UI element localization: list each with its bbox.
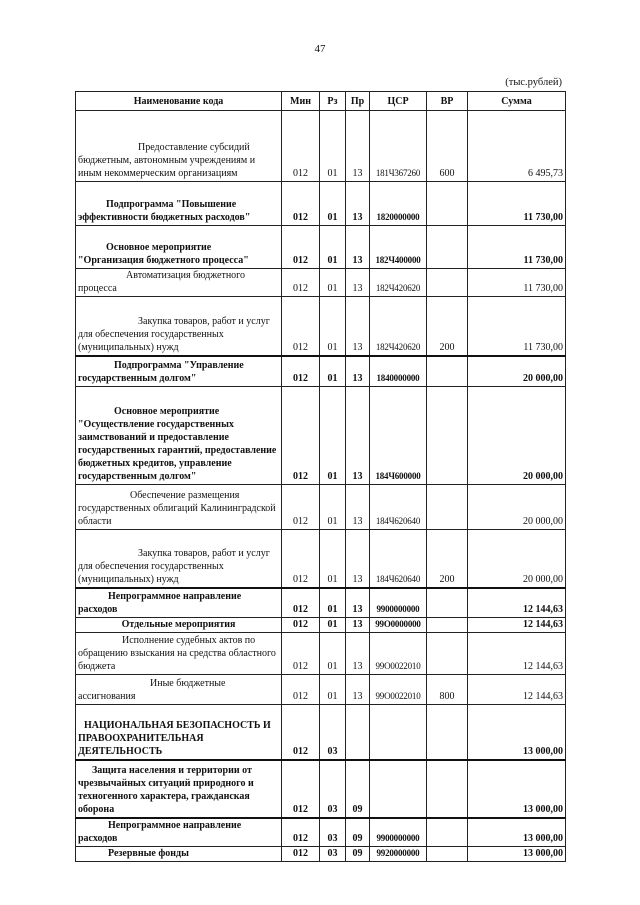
- row-csr: 99О0022010: [370, 675, 427, 705]
- row-sum: 11 730,00: [468, 226, 566, 269]
- table-row: [76, 760, 566, 818]
- row-name: Основное мероприятие "Осуществление государственных заимствований и предоставление государственных гарантий, предоставление бюджетных кредитов, управление государственным долгом": [76, 387, 282, 485]
- row-min: 012: [282, 760, 320, 818]
- row-sum: 20 000,00: [468, 485, 566, 530]
- row-csr: 1820000000: [370, 182, 427, 226]
- row-csr: 99О0022010: [370, 633, 427, 675]
- row-rz: 01: [320, 675, 346, 705]
- row-csr: 9920000000: [370, 847, 427, 862]
- row-rz: 01: [320, 633, 346, 675]
- row-min: 012: [282, 588, 320, 618]
- row-min: 012: [282, 111, 320, 182]
- row-name: Закупка товаров, работ и услуг для обеспечения государственных (муниципальных) нужд: [76, 297, 282, 356]
- row-min: 012: [282, 705, 320, 760]
- table-row: [76, 847, 566, 862]
- row-pr: 13: [346, 182, 370, 226]
- row-sum: 12 144,63: [468, 675, 566, 705]
- row-sum: 12 144,63: [468, 633, 566, 675]
- row-rz: 01: [320, 530, 346, 588]
- table-row: [76, 111, 566, 182]
- row-min: 012: [282, 633, 320, 675]
- row-vr: [427, 818, 468, 847]
- row-sum: 11 730,00: [468, 269, 566, 297]
- row-rz: 01: [320, 297, 346, 356]
- row-csr: 184Ч600000: [370, 387, 427, 485]
- row-pr: 13: [346, 226, 370, 269]
- row-min: 012: [282, 356, 320, 387]
- row-name: Отдельные мероприятия: [76, 618, 282, 633]
- row-csr: [370, 760, 427, 818]
- row-rz: 01: [320, 111, 346, 182]
- row-min: 012: [282, 818, 320, 847]
- row-pr: 13: [346, 387, 370, 485]
- row-csr: 182Ч420620: [370, 297, 427, 356]
- row-sum: 12 144,63: [468, 618, 566, 633]
- table-row: [76, 530, 566, 588]
- row-vr: [427, 182, 468, 226]
- row-min: 012: [282, 269, 320, 297]
- row-vr: 200: [427, 530, 468, 588]
- row-sum: 11 730,00: [468, 297, 566, 356]
- row-pr: 13: [346, 633, 370, 675]
- row-csr: 1840000000: [370, 356, 427, 387]
- row-vr: 600: [427, 111, 468, 182]
- row-name: Резервные фонды: [76, 847, 282, 862]
- row-rz: 01: [320, 356, 346, 387]
- row-csr: 182Ч420620: [370, 269, 427, 297]
- row-vr: [427, 847, 468, 862]
- table-row: [76, 818, 566, 847]
- row-csr: 181Ч367260: [370, 111, 427, 182]
- table-row: [76, 182, 566, 226]
- row-csr: [370, 705, 427, 760]
- row-sum: 20 000,00: [468, 530, 566, 588]
- row-vr: [427, 485, 468, 530]
- row-min: 012: [282, 618, 320, 633]
- row-rz: 01: [320, 269, 346, 297]
- row-vr: 200: [427, 297, 468, 356]
- row-name: Основное мероприятие "Организация бюджетного процесса": [76, 226, 282, 269]
- row-rz: 03: [320, 705, 346, 760]
- header-sum: Сумма: [468, 92, 566, 111]
- row-name: Обеспечение размещения государственных облигаций Калининградской области: [76, 485, 282, 530]
- row-rz: 01: [320, 387, 346, 485]
- row-name: НАЦИОНАЛЬНАЯ БЕЗОПАСНОСТЬ И ПРАВООХРАНИТЕЛЬНАЯ ДЕЯТЕЛЬНОСТЬ: [76, 705, 282, 760]
- table-row: [76, 618, 566, 633]
- row-min: 012: [282, 530, 320, 588]
- row-vr: [427, 760, 468, 818]
- table-row: [76, 485, 566, 530]
- table-row: [76, 269, 566, 297]
- row-sum: 13 000,00: [468, 705, 566, 760]
- units-label: (тыс.рублей): [505, 77, 562, 88]
- table-row: [76, 588, 566, 618]
- row-pr: [346, 705, 370, 760]
- table-row: [76, 226, 566, 269]
- header-pr: Пр: [346, 92, 370, 111]
- table-row: [76, 633, 566, 675]
- row-name: Защита населения и территории от чрезвычайных ситуаций природного и техногенного характера, гражданская оборона: [76, 760, 282, 818]
- row-sum: 20 000,00: [468, 387, 566, 485]
- row-csr: 182Ч400000: [370, 226, 427, 269]
- row-rz: 03: [320, 818, 346, 847]
- row-name: Автоматизация бюджетного процесса: [76, 269, 282, 297]
- row-vr: [427, 633, 468, 675]
- row-vr: [427, 387, 468, 485]
- row-name: Непрограммное направление расходов: [76, 588, 282, 618]
- row-rz: 01: [320, 588, 346, 618]
- row-min: 012: [282, 297, 320, 356]
- row-rz: 01: [320, 182, 346, 226]
- row-pr: 13: [346, 675, 370, 705]
- row-sum: 13 000,00: [468, 760, 566, 818]
- row-vr: [427, 618, 468, 633]
- row-name: Иные бюджетные ассигнования: [76, 675, 282, 705]
- header-csr: ЦСР: [370, 92, 427, 111]
- header-vr: ВР: [427, 92, 468, 111]
- row-pr: 13: [346, 111, 370, 182]
- row-name: Предоставление субсидий бюджетным, автономным учреждениям и иным некоммерческим организациям: [76, 111, 282, 182]
- row-pr: 13: [346, 356, 370, 387]
- row-csr: 9900000000: [370, 818, 427, 847]
- row-pr: 13: [346, 485, 370, 530]
- row-sum: 6 495,73: [468, 111, 566, 182]
- row-sum: 11 730,00: [468, 182, 566, 226]
- row-vr: [427, 269, 468, 297]
- row-rz: 03: [320, 847, 346, 862]
- row-sum: 20 000,00: [468, 356, 566, 387]
- row-pr: 13: [346, 588, 370, 618]
- table-row: [76, 387, 566, 485]
- row-vr: [427, 226, 468, 269]
- row-vr: [427, 588, 468, 618]
- table-row: [76, 297, 566, 356]
- row-csr: 184Ч620640: [370, 485, 427, 530]
- table-row: [76, 356, 566, 387]
- row-name: Подпрограмма "Повышение эффективности бюджетных расходов": [76, 182, 282, 226]
- row-name: Непрограммное направление расходов: [76, 818, 282, 847]
- row-rz: 03: [320, 760, 346, 818]
- row-min: 012: [282, 485, 320, 530]
- page-number: 47: [314, 43, 326, 55]
- row-sum: 13 000,00: [468, 818, 566, 847]
- row-pr: 09: [346, 847, 370, 862]
- row-pr: 13: [346, 530, 370, 588]
- row-vr: [427, 705, 468, 760]
- header-name: Наименование кода: [76, 92, 282, 111]
- row-vr: 800: [427, 675, 468, 705]
- table-row: [76, 705, 566, 760]
- row-min: 012: [282, 847, 320, 862]
- row-min: 012: [282, 226, 320, 269]
- row-rz: 01: [320, 485, 346, 530]
- row-pr: 13: [346, 269, 370, 297]
- row-csr: 184Ч620640: [370, 530, 427, 588]
- row-min: 012: [282, 675, 320, 705]
- row-pr: 13: [346, 297, 370, 356]
- table-row: [76, 675, 566, 705]
- row-min: 012: [282, 387, 320, 485]
- header-rz: Рз: [320, 92, 346, 111]
- row-min: 012: [282, 182, 320, 226]
- row-rz: 01: [320, 618, 346, 633]
- budget-table: [75, 91, 566, 862]
- row-name: Закупка товаров, работ и услуг для обеспечения государственных (муниципальных) нужд: [76, 530, 282, 588]
- header-min: Мин: [282, 92, 320, 111]
- row-rz: 01: [320, 226, 346, 269]
- row-csr: 99О0000000: [370, 618, 427, 633]
- row-pr: 09: [346, 760, 370, 818]
- row-name: Исполнение судебных актов по обращению взыскания на средства областного бюджета: [76, 633, 282, 675]
- row-pr: 09: [346, 818, 370, 847]
- table-header-row: [76, 92, 566, 111]
- row-sum: 13 000,00: [468, 847, 566, 862]
- row-vr: [427, 356, 468, 387]
- row-name: Подпрограмма "Управление государственным долгом": [76, 356, 282, 387]
- row-pr: 13: [346, 618, 370, 633]
- row-csr: 9900000000: [370, 588, 427, 618]
- row-sum: 12 144,63: [468, 588, 566, 618]
